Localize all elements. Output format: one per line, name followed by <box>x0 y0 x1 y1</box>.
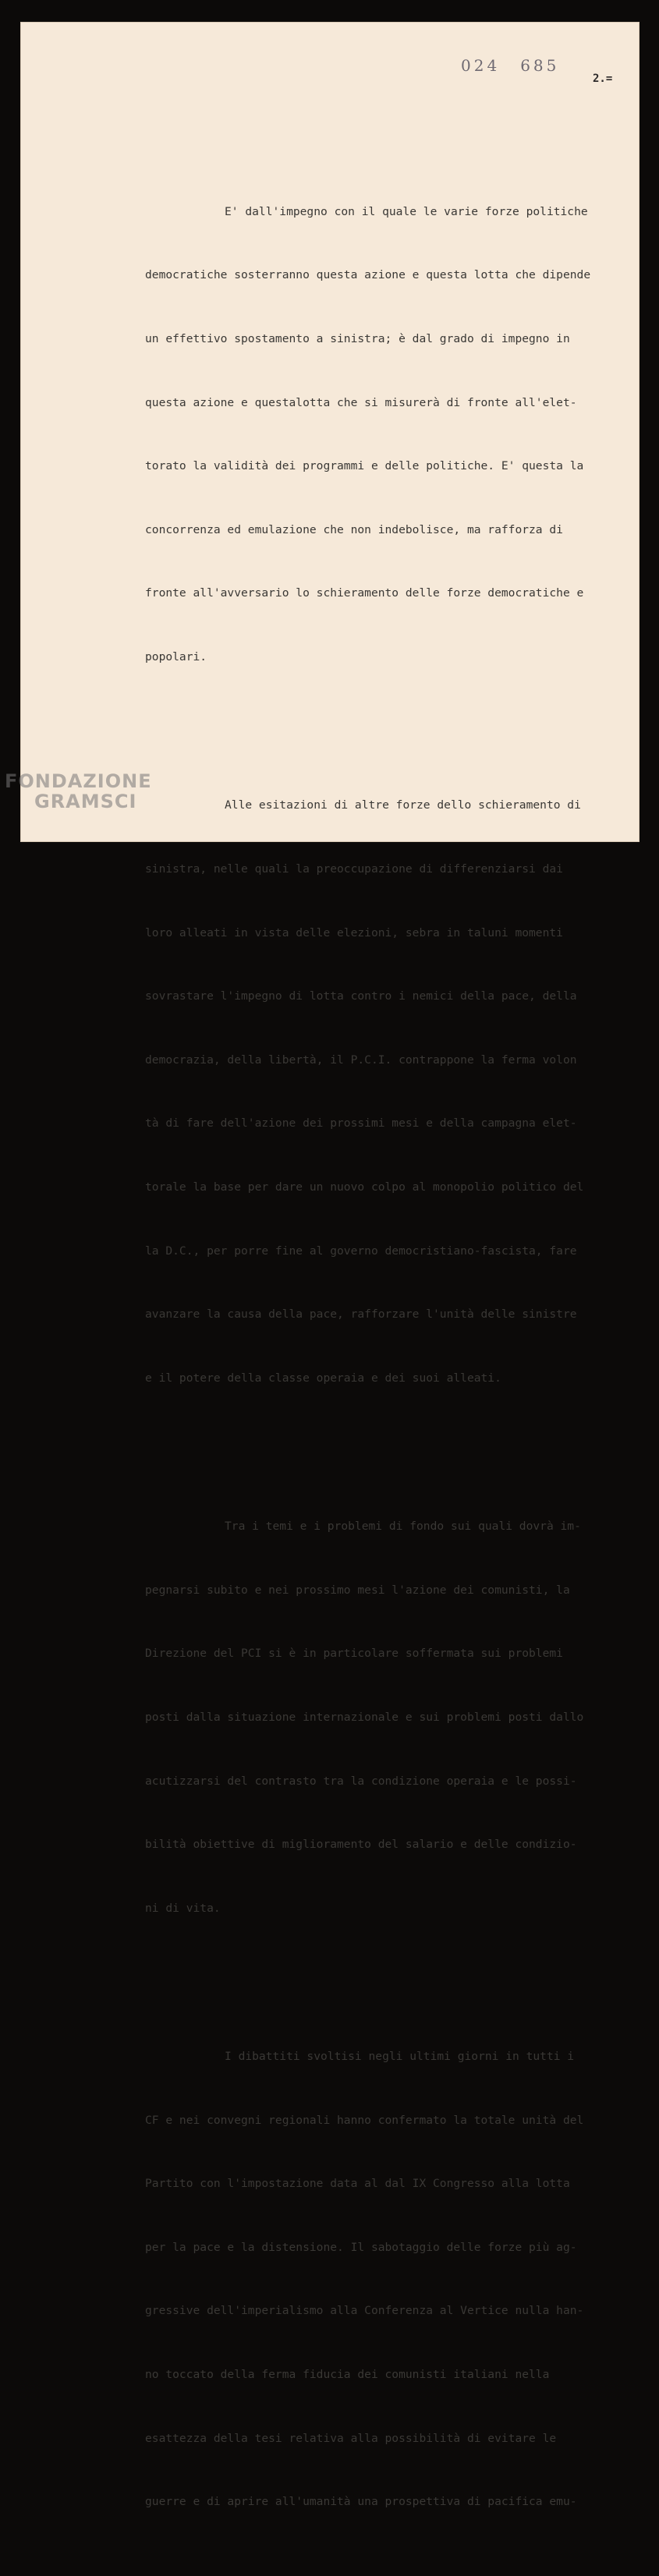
paragraph <box>145 2004 636 2555</box>
page-number: 2.= <box>593 73 613 85</box>
text-line: sovrastare l'impegno di lotta contro i nemici della pace, della <box>145 989 577 1003</box>
text-line: loro alleati in vista delle elezioni, sebra in taluni momenti <box>145 925 563 939</box>
fondazione-gramsci-logo <box>5 772 152 811</box>
text-line: bilità obiettive di miglioramento del salario e delle condizio- <box>145 1838 577 1852</box>
text-line: concorrenza ed emulazione che non indebolisce, ma rafforza di <box>145 522 563 536</box>
paragraph <box>145 158 636 709</box>
typed-text-body <box>145 116 636 2576</box>
text-line: torato la validità dei programmi e delle politiche. E' questa la <box>145 459 584 473</box>
text-line: acutizzarsi del contrasto tra la condizione operaia e le possi- <box>145 1774 577 1788</box>
archive-number <box>461 56 559 75</box>
text-line: Tra i temi e i problemi di fondo sui quali dovrà im- <box>225 1520 581 1534</box>
text-line: I dibattiti svoltisi negli ultimi giorni in tutti i <box>225 2050 575 2064</box>
archive-number-part: 024 <box>461 56 501 75</box>
paragraph <box>145 752 636 1431</box>
text-line: democrazia, della libertà, il P.C.I. contrappone la ferma volon <box>145 1053 577 1067</box>
text-line: ni di vita. <box>145 1901 221 1915</box>
logo-line: GRAMSCI <box>34 791 137 812</box>
text-line: esattezza della tesi relativa alla possibilità di evitare le <box>145 2431 557 2445</box>
text-line: posti dalla situazione internazionale e sui problemi posti dallo <box>145 1710 584 1724</box>
text-line: torale la base per dare un nuovo colpo al monopolio politico del <box>145 1180 584 1194</box>
archive-number-part: 685 <box>520 56 560 75</box>
text-line: E' dall'impegno con il quale le varie forze politiche <box>225 204 588 218</box>
text-line: avanzare la causa della pace, rafforzare l'unità delle sinistre <box>145 1307 577 1322</box>
paragraph <box>145 1474 636 1962</box>
text-line: la D.C., per porre fine al governo democristiano-fascista, fare <box>145 1244 577 1258</box>
text-line: democratiche sosterranno questa azione e questa lotta che dipende <box>145 268 591 282</box>
text-line: guerre e di aprire all'umanità una prospettiva di pacifica emu- <box>145 2495 577 2509</box>
text-line: gressive dell'imperialismo alla Conferenza al Vertice nulla han- <box>145 2304 584 2318</box>
text-line: Direzione del PCI si è in particolare soffermata sui problemi <box>145 1647 563 1661</box>
text-line: Partito con l'impostazione data al dal IX Congresso alla lotta <box>145 2177 570 2191</box>
text-line: un effettivo spostamento a sinistra; è dal grado di impegno in <box>145 332 570 345</box>
text-line: per la pace e la distensione. Il sabotaggio delle forze più ag- <box>145 2240 577 2254</box>
text-line: fronte all'avversario lo schieramento delle forze democratiche e <box>145 586 584 600</box>
text-line: sinistra, nelle quali la preoccupazione di differenziarsi dai <box>145 862 563 876</box>
text-line: popolari. <box>145 649 207 663</box>
text-line: Alle esitazioni di altre forze dello schieramento di <box>225 798 581 812</box>
logo-line: FONDAZIONE <box>5 770 152 792</box>
text-line: no toccato della ferma fiducia dei comunisti italiani nella <box>145 2368 550 2382</box>
text-line: questa azione e questalotta che si misurerà di fronte all'elet- <box>145 395 577 409</box>
text-line: e il potere della classe operaia e dei suoi alleati. <box>145 1371 501 1385</box>
text-line: pegnarsi subito e nei prossimo mesi l'azione dei comunisti, la <box>145 1583 570 1597</box>
text-line: tà di fare dell'azione dei prossimi mesi e della campagna elet- <box>145 1116 577 1131</box>
text-line: CF e nei convegni regionali hanno confermato la totale unità del <box>145 2113 584 2127</box>
